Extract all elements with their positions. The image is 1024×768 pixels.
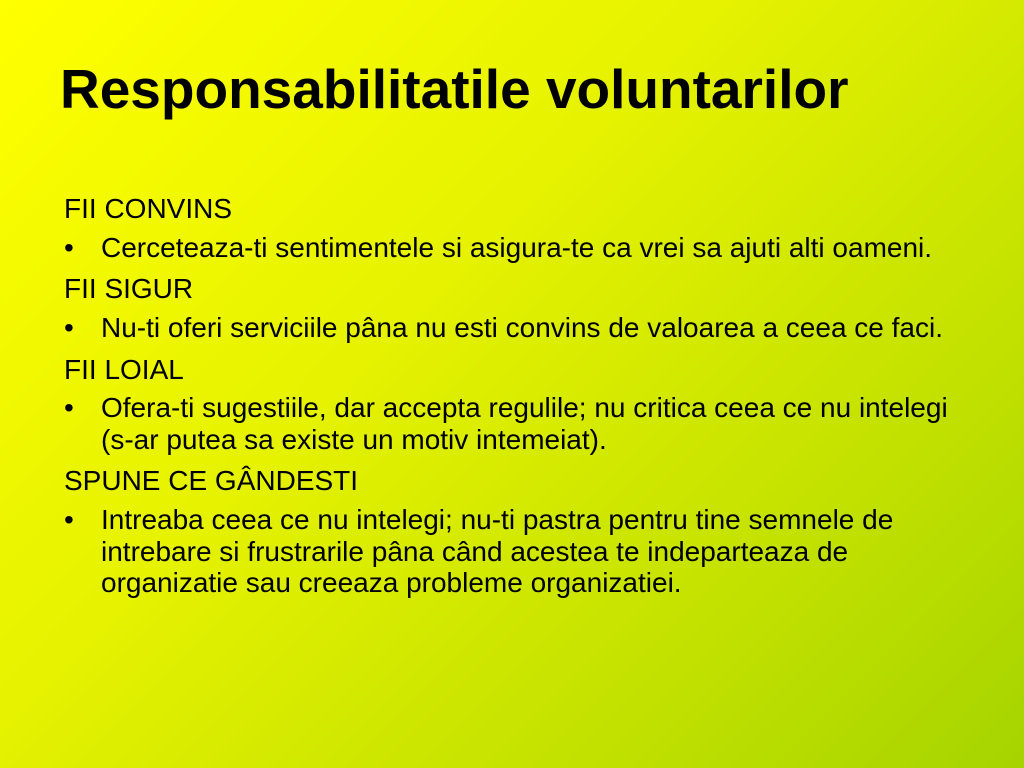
section-heading: FII LOIAL — [64, 353, 184, 385]
section-spune-ce-gandesti — [64, 465, 964, 599]
bullet-item — [64, 504, 964, 599]
section-fii-loial — [64, 354, 964, 456]
section-heading: FII SIGUR — [64, 273, 194, 305]
slide-title: Responsabilitatile voluntarilor — [60, 58, 849, 120]
bullet-text: Intreaba ceea ce nu intelegi; nu-ti pastra pentru tine semnele de intrebare si frustrarile pâna când acestea te indeparteaza de organizatie sau creeaza probleme organizatiei. — [101, 504, 894, 599]
section-fii-convins — [64, 193, 964, 263]
bullet-text: Cerceteaza-ti sentimentele si asigura-te ca vrei sa ajuti alti oameni. — [101, 231, 933, 263]
bullet-marker: • — [64, 311, 74, 343]
section-heading: SPUNE CE GÂNDESTI — [64, 465, 359, 497]
bullet-item — [64, 312, 964, 344]
bullet-text: Nu-ti oferi serviciile pâna nu esti convins de valoarea a ceea ce faci. — [101, 311, 943, 343]
bullet-item — [64, 232, 964, 264]
bullet-marker: • — [64, 392, 74, 424]
bullet-text: Ofera-ti sugestiile, dar accepta regulile; nu critica ceea ce nu intelegi (s-ar putea sa existe un motiv intemeiat). — [101, 392, 948, 455]
bullet-marker: • — [64, 231, 74, 263]
section-fii-sigur — [64, 273, 964, 343]
bullet-marker: • — [64, 504, 74, 535]
bullet-item — [64, 392, 964, 455]
slide-body — [64, 193, 964, 609]
section-heading: FII CONVINS — [64, 193, 233, 224]
